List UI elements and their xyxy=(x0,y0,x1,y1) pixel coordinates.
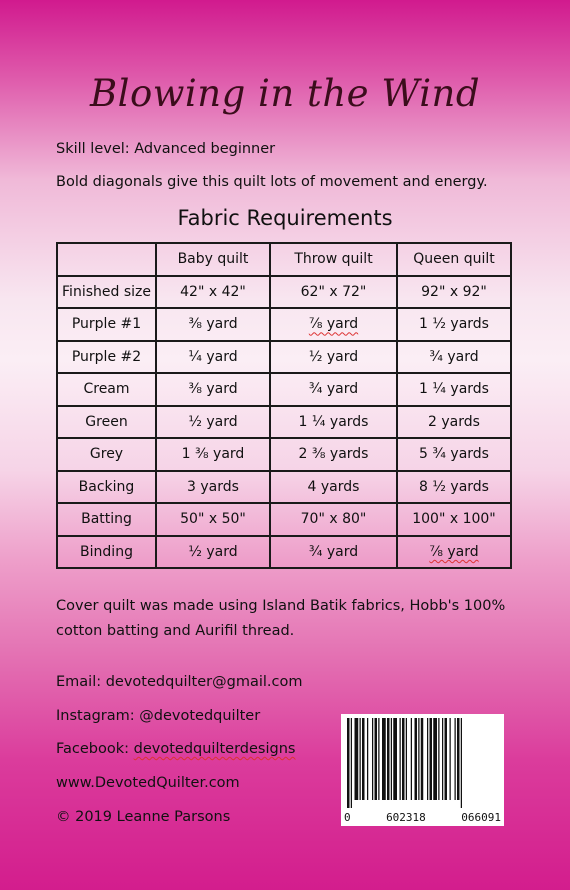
table-row xyxy=(57,308,511,341)
table-cell: 5 ¾ yards xyxy=(397,438,511,471)
barcode-bar xyxy=(400,718,401,800)
table-row xyxy=(57,438,511,471)
website-text: www.DevotedQuilter.com xyxy=(56,775,240,791)
row-label: Purple #1 xyxy=(57,308,156,341)
table-row xyxy=(57,471,511,504)
table-cell: 8 ½ yards xyxy=(397,471,511,504)
table-cell: ½ yard xyxy=(156,536,270,569)
barcode-bar xyxy=(355,718,359,800)
table-cell: 4 yards xyxy=(270,471,397,504)
barcode-bar xyxy=(455,718,456,800)
header-cell: Throw quilt xyxy=(270,243,397,276)
table-cell xyxy=(270,308,397,341)
barcode-bar xyxy=(347,718,350,808)
cover-note-line-2: cotton batting and Aurifil thread. xyxy=(56,623,295,639)
barcode-bar xyxy=(415,718,418,800)
table-cell: 50" x 50" xyxy=(156,503,270,536)
table-cell: ½ yard xyxy=(270,341,397,374)
table-cell: 70" x 80" xyxy=(270,503,397,536)
barcode-bar xyxy=(427,718,428,800)
table-cell: 1 ¼ yards xyxy=(397,373,511,406)
section-title: Fabric Requirements xyxy=(177,206,393,230)
table-cell: 1 ½ yards xyxy=(397,308,511,341)
barcode-bar xyxy=(457,718,460,800)
row-label: Grey xyxy=(57,438,156,471)
barcode-bar xyxy=(433,718,437,800)
barcode-bar xyxy=(438,718,439,800)
copyright-text: © 2019 Leanne Parsons xyxy=(56,809,231,825)
table-row xyxy=(57,536,511,569)
barcode-bar xyxy=(393,718,397,800)
barcode-bar xyxy=(362,718,365,800)
barcode-bars xyxy=(345,718,500,808)
barcode-digits-right: 066091 xyxy=(461,811,501,824)
barcode-bar xyxy=(351,718,352,808)
table-cell: 2 yards xyxy=(397,406,511,439)
barcode-bar xyxy=(391,718,392,800)
row-label: Batting xyxy=(57,503,156,536)
barcode-bar xyxy=(461,718,462,808)
barcode-bar xyxy=(406,718,407,800)
table-cell: 2 ⅜ yards xyxy=(270,438,397,471)
barcode-bar xyxy=(411,718,412,800)
table-cell: ⅜ yard xyxy=(156,373,270,406)
table-row xyxy=(57,406,511,439)
table-cell: 62" x 72" xyxy=(270,276,397,309)
table-cell: 1 ⅜ yard xyxy=(156,438,270,471)
table-cell: 1 ¼ yards xyxy=(270,406,397,439)
table-cell: ½ yard xyxy=(156,406,270,439)
skill-level: Skill level: Advanced beginner xyxy=(56,141,276,157)
cell-text: ⅞ yard xyxy=(429,543,479,560)
table-row xyxy=(57,341,511,374)
table-cell: ¾ yard xyxy=(270,373,397,406)
table-cell: 92" x 92" xyxy=(397,276,511,309)
barcode-bar xyxy=(367,718,368,800)
barcode-bar xyxy=(372,718,373,800)
barcode-number xyxy=(341,811,504,824)
barcode-bar xyxy=(442,718,443,800)
facebook-label: Facebook: xyxy=(56,741,134,757)
table-header-row xyxy=(57,243,511,276)
barcode xyxy=(341,714,504,826)
table-row xyxy=(57,276,511,309)
cover-note-line-1: Cover quilt was made using Island Batik fabrics, Hobb's 100% xyxy=(56,598,506,614)
row-label: Binding xyxy=(57,536,156,569)
barcode-bar xyxy=(387,718,390,800)
barcode-bar xyxy=(421,718,424,800)
barcode-digit-left: 0 xyxy=(344,811,351,824)
facebook-handle: devotedquilterdesigns xyxy=(133,741,296,757)
barcode-bar xyxy=(360,718,361,800)
description: Bold diagonals give this quilt lots of movement and energy. xyxy=(56,174,488,190)
table-cell: ¾ yard xyxy=(397,341,511,374)
header-cell xyxy=(57,243,156,276)
header-cell: Queen quilt xyxy=(397,243,511,276)
barcode-bar xyxy=(430,718,433,800)
cell-text: ⅞ yard xyxy=(308,316,359,333)
table-cell: 42" x 42" xyxy=(156,276,270,309)
row-label: Purple #2 xyxy=(57,341,156,374)
header-cell: Baby quilt xyxy=(156,243,270,276)
page-title: Blowing in the Wind xyxy=(89,72,481,115)
table-cell: ¾ yard xyxy=(270,536,397,569)
table-cell: ⅜ yard xyxy=(156,308,270,341)
row-label: Green xyxy=(57,406,156,439)
barcode-bar xyxy=(402,718,405,800)
barcode-digits-middle: 602318 xyxy=(386,811,426,824)
barcode-bar xyxy=(382,718,386,800)
row-label: Finished size xyxy=(57,276,156,309)
row-label: Cream xyxy=(57,373,156,406)
table-row xyxy=(57,373,511,406)
table-cell: 3 yards xyxy=(156,471,270,504)
row-label: Backing xyxy=(57,471,156,504)
table-row xyxy=(57,503,511,536)
barcode-bar xyxy=(445,718,448,800)
table-cell: 100" x 100" xyxy=(397,503,511,536)
barcode-bar xyxy=(378,718,379,800)
facebook-text xyxy=(56,741,295,757)
email-text: Email: devotedquilter@gmail.com xyxy=(56,674,303,690)
barcode-bar xyxy=(450,718,451,800)
instagram-text: Instagram: @devotedquilter xyxy=(56,708,261,724)
fabric-requirements-table xyxy=(56,242,512,569)
table-cell: ¼ yard xyxy=(156,341,270,374)
barcode-bar xyxy=(375,718,378,800)
barcode-bar xyxy=(418,718,419,800)
table-cell xyxy=(397,536,511,569)
